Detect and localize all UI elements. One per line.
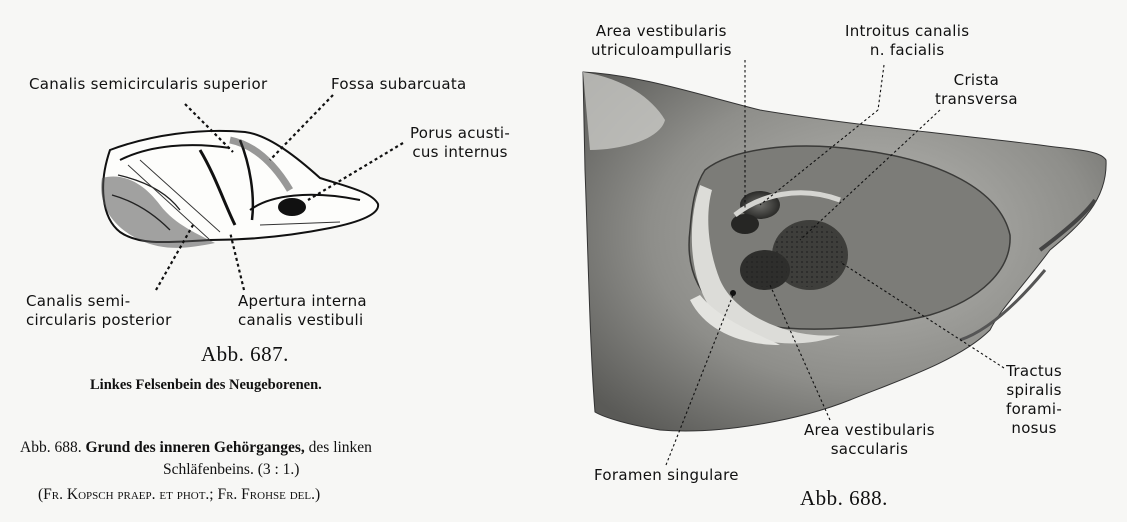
figure-title-687: Linkes Felsenbein des Neugeborenen. — [90, 377, 322, 393]
label-canalis-semicircularis-posterior: Canalis semi- circularis posterior — [26, 292, 172, 329]
label-introitus-canalis-facialis: Introitus canalis n. facialis — [845, 22, 970, 59]
label-area-vestibularis-saccularis: Area vestibularis saccularis — [804, 421, 935, 458]
caption-688-line1 — [20, 439, 372, 457]
label-crista-transversa: Crista transversa — [935, 71, 1018, 108]
label-fossa-subarcuata: Fossa subarcuata — [331, 75, 467, 93]
label-foramen-singulare: Foramen singulare — [594, 466, 739, 484]
label-canalis-semicircularis-superior: Canalis semicircularis superior — [29, 75, 268, 93]
petrous-bone-drawing — [101, 131, 378, 248]
caption-688-line3: (Fr. Kopsch praep. et phot.; Fr. Frohse del.) — [38, 486, 321, 503]
label-tractus-spiralis-foraminosus: Tractus spiralis forami- nosus — [1006, 362, 1063, 437]
caption-688-line2: Schläfenbeins. (3 : 1.) — [163, 461, 300, 478]
label-apertura-interna: Apertura interna canalis vestibuli — [238, 292, 367, 329]
caption-rest: des linken — [304, 439, 372, 456]
figure-number-688: Abb. 688. — [800, 486, 888, 510]
caption-bold: Grund des inneren Gehörganges, — [85, 439, 305, 456]
figure-number-687: Abb. 687. — [201, 342, 289, 366]
label-porus-acusticus-internus: Porus acusti- cus internus — [410, 124, 511, 161]
label-area-vestibularis-utriculoampullaris: Area vestibularis utriculoampullaris — [591, 22, 732, 59]
caption-prefix: Abb. 688. — [20, 439, 82, 456]
